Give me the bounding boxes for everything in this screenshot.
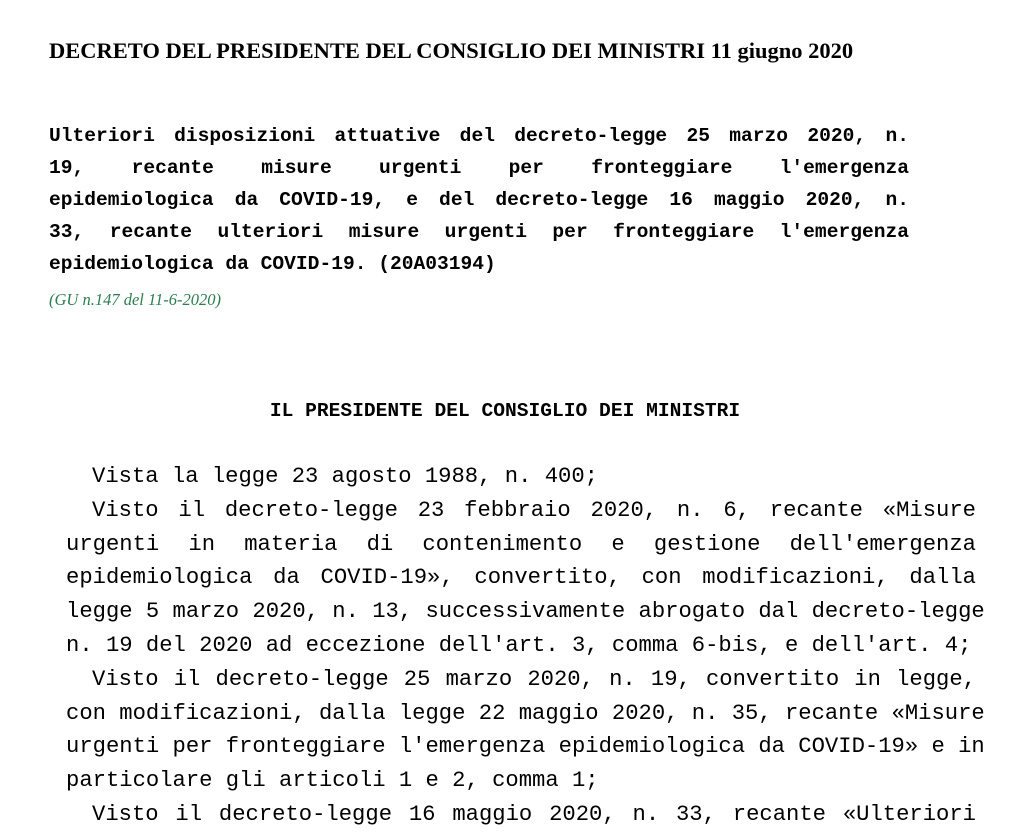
body-line: Visto il decreto-legge 25 marzo 2020, n. 19, convertito in legge, — [92, 666, 976, 692]
subtitle-line: 33, recante ulteriori misure urgenti per fronteggiare l'emergenza — [49, 221, 909, 243]
body-line: particolare gli articoli 1 e 2, comma 1; — [66, 768, 599, 794]
body-line: n. 19 del 2020 ad eccezione dell'art. 3, comma 6-bis, e dell'art. 4; — [66, 632, 972, 658]
gazette-reference: (GU n.147 del 11-6-2020) — [49, 290, 221, 309]
subtitle-line: 19, recante misure urgenti per fronteggiare l'emergenza — [49, 157, 909, 179]
body-line: Visto il decreto-legge 23 febbraio 2020, n. 6, recante «Misure — [92, 497, 976, 523]
body-line: urgenti in materia di contenimento e gestione dell'emergenza — [66, 531, 976, 557]
body-line: legge 5 marzo 2020, n. 13, successivamente abrogato dal decreto-legge — [66, 599, 985, 625]
section-heading: IL PRESIDENTE DEL CONSIGLIO DEI MINISTRI — [269, 400, 741, 422]
decree-subtitle — [49, 120, 909, 280]
body-line: con modificazioni, dalla legge 22 maggio 2020, n. 35, recante «Misure — [66, 700, 985, 726]
decree-title: DECRETO DEL PRESIDENTE DEL CONSIGLIO DEI MINISTRI 11 giugno 2020 — [49, 38, 854, 63]
decree-body — [66, 460, 985, 832]
body-line: urgenti per fronteggiare l'emergenza epidemiologica da COVID-19» e in — [66, 734, 985, 760]
subtitle-line: epidemiologica da COVID-19, e del decreto-legge 16 maggio 2020, n. — [49, 189, 909, 211]
subtitle-line: Ulteriori disposizioni attuative del decreto-legge 25 marzo 2020, n. — [49, 125, 909, 147]
body-line: Visto il decreto-legge 16 maggio 2020, n. 33, recante «Ulteriori — [92, 801, 976, 827]
body-line: epidemiologica da COVID-19», convertito, con modificazioni, dalla — [66, 565, 976, 591]
subtitle-line: epidemiologica da COVID-19. (20A03194) — [49, 253, 496, 275]
body-line: Vista la legge 23 agosto 1988, n. 400; — [92, 464, 598, 489]
